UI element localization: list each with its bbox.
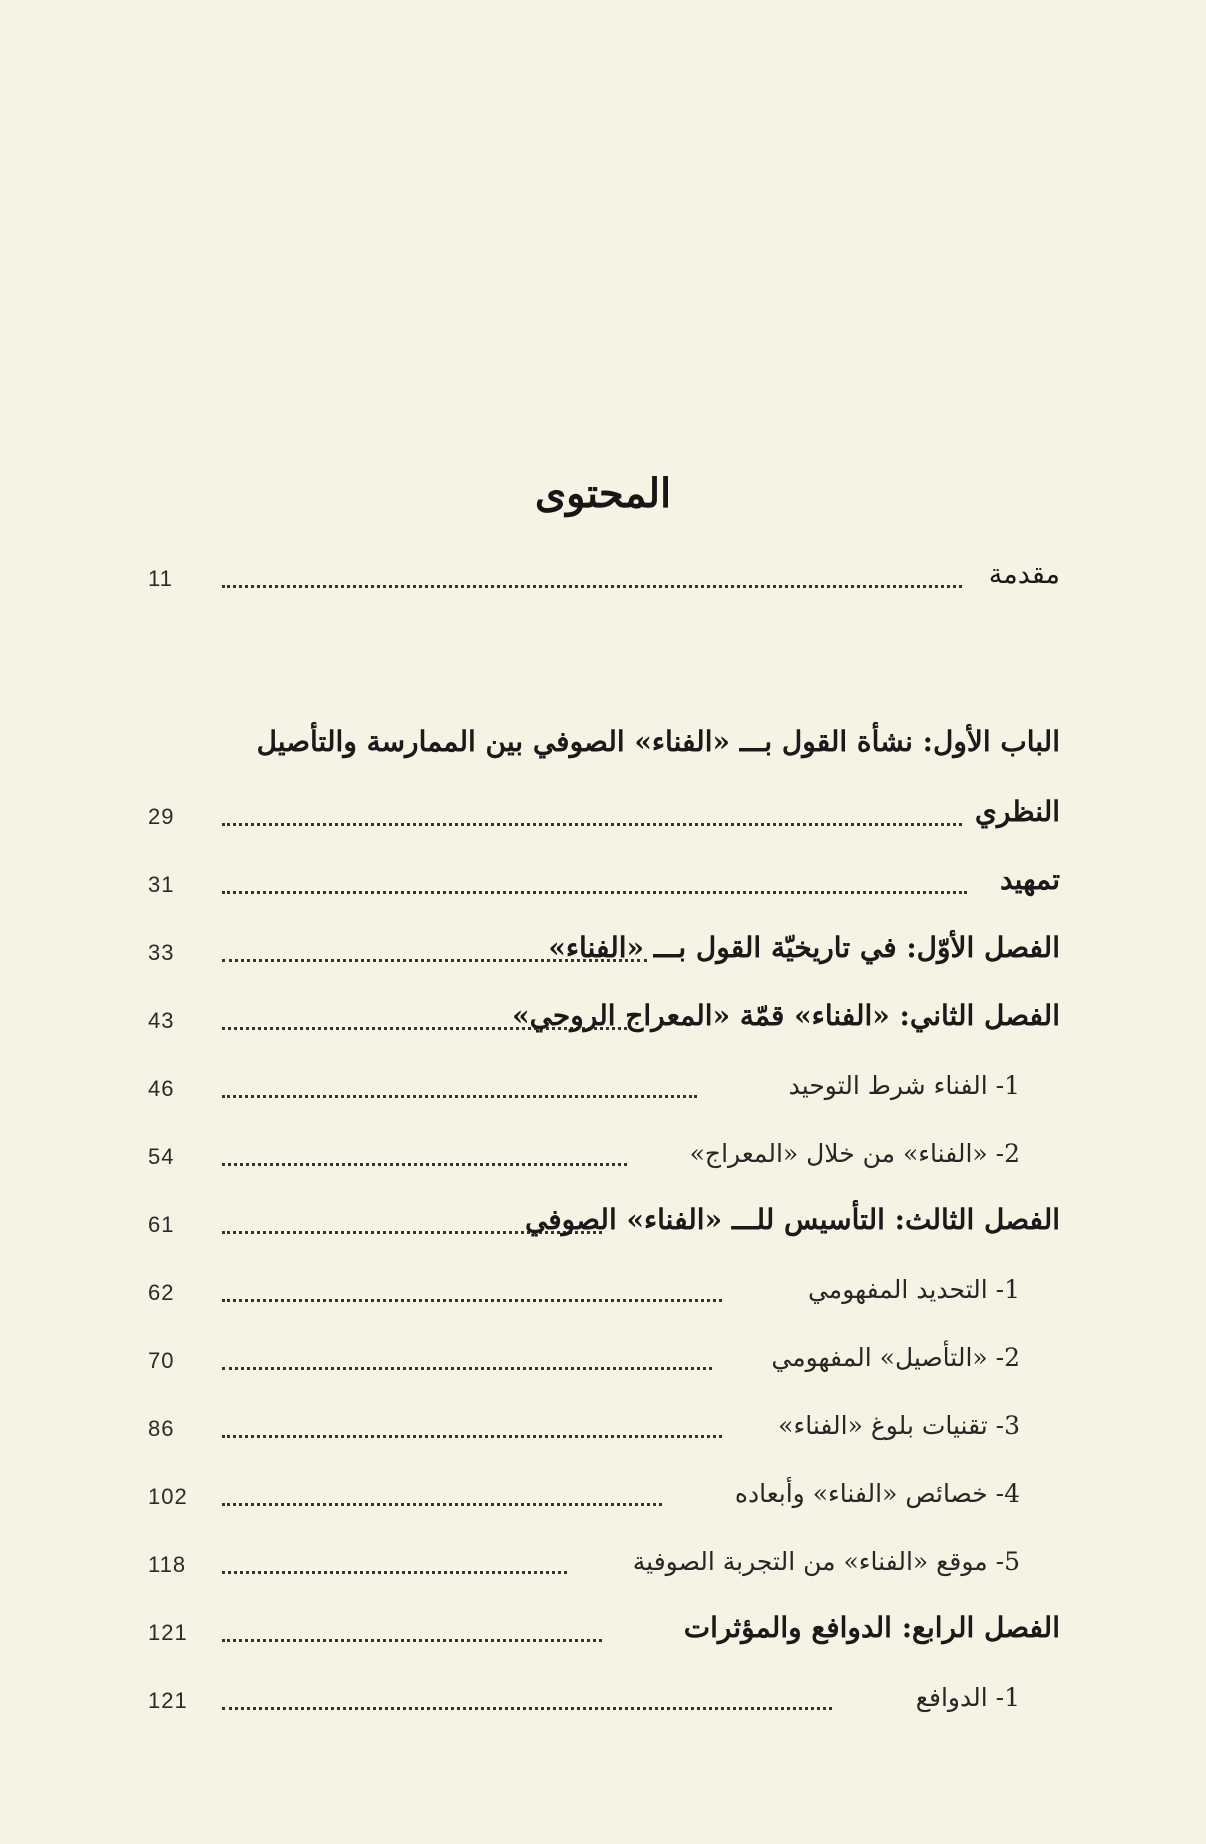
page-number: 54	[148, 1144, 175, 1169]
toc-entry-intro[interactable]	[140, 542, 1060, 592]
page-number: 31	[148, 872, 175, 897]
entry-label: الفصل الثاني: «الفناء» قمّة «المعراج الروحي»	[512, 999, 1060, 1032]
toc-part1-title-line1[interactable]: الباب الأول: نشأة القول بـــ «الفناء» الصوفي بين الممارسة والتأصيل	[256, 725, 1060, 758]
dot-leader	[222, 1638, 602, 1642]
dot-leader	[222, 1706, 832, 1710]
toc-entry-chapter-2-2[interactable]	[140, 1120, 1060, 1170]
page-number: 118	[148, 1552, 187, 1577]
page-number: 29	[148, 804, 175, 829]
entry-label: 5- موقع «الفناء» من التجربة الصوفية	[632, 1547, 1020, 1576]
toc-entry-chapter-3-5[interactable]	[140, 1528, 1060, 1578]
dot-leader	[222, 1094, 697, 1098]
entry-label: 4- خصائص «الفناء» وأبعاده	[734, 1479, 1020, 1508]
entry-label: مقدمة	[988, 559, 1060, 590]
dot-leader	[222, 822, 962, 826]
page-number: 11	[148, 566, 173, 591]
dot-leader	[222, 1502, 662, 1506]
entry-label: تمهيد	[999, 863, 1060, 896]
entry-label: 1- الفناء شرط التوحيد	[788, 1071, 1020, 1100]
toc-entry-chapter-3-4[interactable]	[140, 1460, 1060, 1510]
page-number: 121	[148, 1688, 188, 1713]
entry-label: 2- «التأصيل» المفهومي	[771, 1343, 1020, 1372]
dot-leader	[222, 1434, 722, 1438]
page-number: 70	[148, 1348, 175, 1373]
dot-leader	[222, 890, 967, 894]
toc-entry-chapter-4[interactable]	[140, 1596, 1060, 1646]
page-title: المحتوى	[534, 470, 672, 517]
dot-leader	[222, 1298, 722, 1302]
page-number: 33	[148, 940, 175, 965]
toc-entry-chapter-3-3[interactable]	[140, 1392, 1060, 1442]
entry-label: النظري	[974, 795, 1060, 828]
toc-entry-chapter-3-1[interactable]	[140, 1256, 1060, 1306]
dot-leader	[222, 1162, 627, 1166]
toc-entry-chapter-4-1[interactable]	[140, 1664, 1060, 1714]
page-number: 121	[148, 1620, 188, 1645]
page-number: 86	[148, 1416, 175, 1441]
dot-leader	[222, 1366, 712, 1370]
toc-entry-chapter-1[interactable]	[140, 916, 1060, 966]
page-number: 46	[148, 1076, 175, 1101]
entry-label: 1- التحديد المفهومي	[807, 1275, 1020, 1304]
entry-label: الفصل الرابع: الدوافع والمؤثرات	[683, 1611, 1060, 1644]
entry-label: 1- الدوافع	[915, 1683, 1020, 1712]
toc-entry-chapter-3[interactable]	[140, 1188, 1060, 1238]
entry-label: 3- تقنيات بلوغ «الفناء»	[778, 1411, 1020, 1440]
dot-leader	[222, 1570, 567, 1574]
page-number: 102	[148, 1484, 188, 1509]
toc-entry-chapter-3-2[interactable]	[140, 1324, 1060, 1374]
page-number: 43	[148, 1008, 175, 1033]
toc-entry-chapter-2[interactable]	[140, 984, 1060, 1034]
dot-leader	[222, 584, 962, 588]
page-number: 62	[148, 1280, 175, 1305]
entry-label: الفصل الثالث: التأسيس للـــ «الفناء» الصوفي	[524, 1203, 1060, 1236]
entry-label: 2- «الفناء» من خلال «المعراج»	[689, 1139, 1020, 1168]
page-number: 61	[148, 1212, 175, 1237]
toc-entry-preface[interactable]	[140, 848, 1060, 898]
toc-entry-part1[interactable]	[140, 780, 1060, 830]
entry-label: الفصل الأوّل: في تاريخيّة القول بـــ «الفناء»	[548, 931, 1060, 964]
toc-entry-chapter-2-1[interactable]	[140, 1052, 1060, 1102]
